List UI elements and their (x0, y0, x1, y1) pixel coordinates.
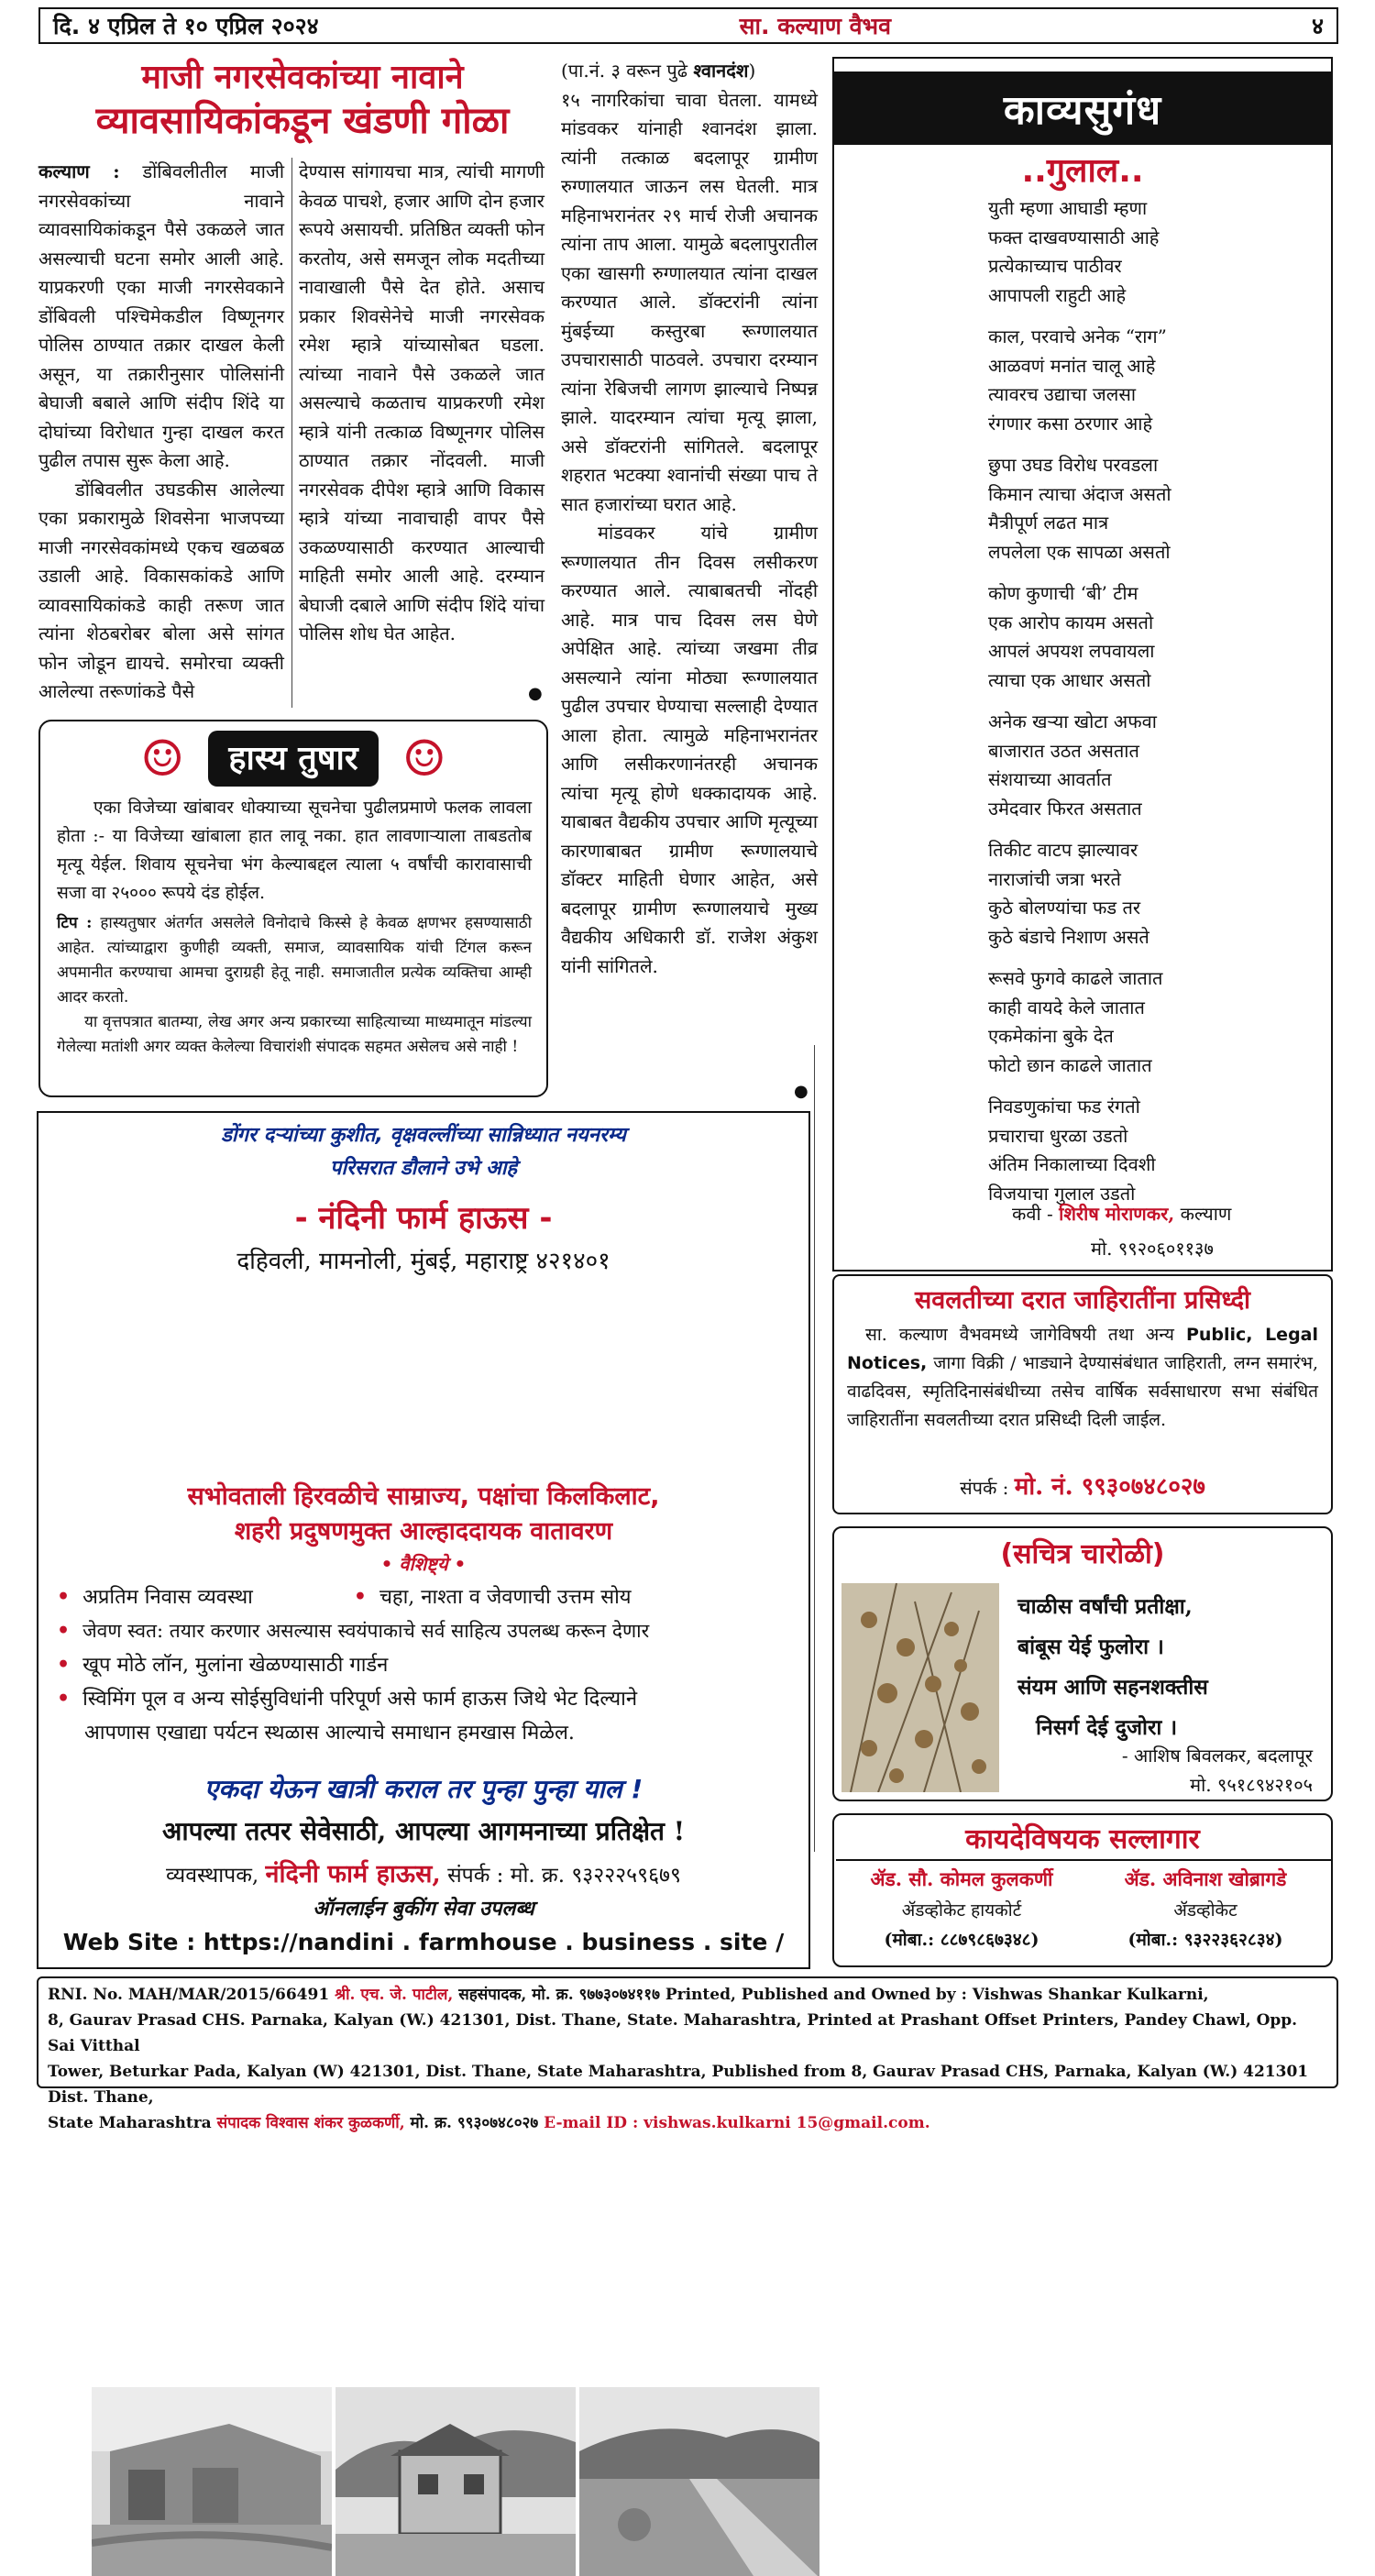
feature-item: • जेवण स्वत: तयार करणार असल्यास स्वयंपाकाचे सर्व साहित्य उपलब्ध करून देणार (57, 1619, 650, 1643)
farmhouse-photo-2 (336, 2387, 576, 2576)
hasya-tushar-box (38, 720, 548, 1097)
smiley-icon: ☺ (402, 729, 447, 787)
legal-advisor-title: कायदेविषयक सल्लागार (965, 1823, 1200, 1855)
dateline: कल्याण : (38, 160, 120, 182)
column-divider (814, 1045, 815, 1852)
imprint-footer (37, 1976, 1338, 2132)
advocate-2: ॲड. अविनाश खोब्रागडे ॲडव्होकेट (मोबा.: ९३२२३६२८३४) (1124, 1867, 1287, 1950)
feature-item: • अप्रतिम निवास व्यवस्था • चहा, नाश्ता व जेवणाची उत्तम सोय (57, 1585, 632, 1609)
kavya-sugandh-band: काव्यसुगंध (832, 72, 1333, 145)
article2-column (561, 57, 818, 1091)
features-heading: • वैशिष्ट्ये • (380, 1553, 467, 1575)
ad-intro-1: डोंगर दऱ्यांच्या कुशीत, वृक्षवल्लींच्या सान्निध्यात नयनरम्य (221, 1124, 626, 1147)
page-header (38, 7, 1338, 44)
imprint-line-1: RNI. No. MAH/MAR/2015/66491 श्री. एच. जे. पाटील, सहसंपादक, मो. क्र. ९७७३०७४११७ Printed, Published and Owned by : Vishwas Shankar Kulkarni, (48, 1986, 1209, 2004)
ad-manager: व्यवस्थापक, नंदिनी फार्म हाऊस, संपर्क : मो. क्र. ९३२२२५९६७९ (166, 1860, 681, 1888)
poem-stanza: छुपा उघड विरोध परवडला किमान त्याचा अंदाज असतो मैत्रीपूर्ण लढत मात्र लपलेला एक सापळा असतो (988, 454, 1172, 563)
article2-end-mark: ● (794, 1082, 808, 1101)
article1-para-3: देण्यास सांगायचा मात्र, त्यांची मागणी केवळ पाचशे, हजार आणि दोन हजार रूपये असायची. प्रतिष्ठित व्यक्ती फोन करतोय, असे समजून लोक मदतीच्या नावाखाली पैसे देत होते. असाच प्रकार शिवसेनेचे माजी नगरसेवक रमेश म्हात्रे यांच्यासोबत घडला. त्यांच्या नावाने पैसे उकळले जात असल्याचे कळताच याप्रकरणी रमेश म्हात्रे यांनी तत्काळ विष्णूनगर पोलिस ठाण्यात तक्रार नोंदवली. माजी नगरसेवक दीपेश म्हात्रे आणि विकास म्हात्रे यांच्या नावाचाही वापर पैसे उकळण्यासाठी करण्यात आल्याची माहिती समोर आली आहे. दरम्यान बेघाजी दबाले आणि संदीप शिंदे यांचा पोलिस शोध घेत आहेत. (299, 160, 544, 644)
poem-stanza: निवडणुकांचा फड रंगतो प्रचाराचा धुरळा उडतो अंतिम निकालाच्या दिवशी विजयाचा गुलाल उडतो (988, 1095, 1156, 1205)
ad-service-line: आपल्या तत्पर सेवेसाठी, आपल्या आगमनाच्या प्रतिक्षेत ! (161, 1816, 686, 1846)
article1-column-1 (38, 158, 284, 717)
article1-column-2 (299, 158, 544, 717)
charoli-poem: चाळीस वर्षांची प्रतीक्षा, बांबूस येई फुलोरा । संयम आणि सहनशक्तीस निसर्ग देई दुजोरा । (1018, 1594, 1208, 1740)
farmhouse-photo-1 (92, 2387, 332, 2576)
ad-tagline-2: शहरी प्रदुषणमुक्त आल्हाददायक वातावरण (234, 1517, 613, 1546)
farmhouse-name: - नंदिनी फार्म हाऊस - (294, 1200, 553, 1237)
poem-stanza: काल, परवाचे अनेक “राग” आळवणं मनांत चालू आहे त्यावरच उद्याचा जलसा रंगणार कसा ठरणार आहे (988, 325, 1167, 435)
issue-date: दि. ४ एप्रिल ते १० एप्रिल २०२४ (53, 13, 319, 39)
headline-line-1: माजी नगरसेवकांच्या नावाने (141, 59, 464, 96)
poem-stanza: युती म्हणा आघाडी म्हणा फक्त दाखवण्यासाठी आहे प्रत्येकाच्याच पाठीवर आपापली राहुटी आहे (988, 197, 1160, 306)
newspaper-name: सा. कल्याण वैभव (739, 13, 891, 39)
poet-mobile: मो. ९९२०६०११३७ (1091, 1238, 1214, 1260)
website-link[interactable]: Web Site : https://nandini . farmhouse . business . site / (62, 1929, 785, 1955)
hasya-title-row (40, 731, 546, 787)
bamboo-flower-photo (842, 1583, 999, 1792)
sachitra-charoli-box (832, 1526, 1333, 1801)
imprint-line-2: 8, Gaurav Prasad CHS. Parnaka, Kalyan (W.) 421301, Dist. Thane, State. Maharashtra, Printed at Prashant Offset Printers, Pandey Chawl, Opp. Sai Vitthal (48, 2011, 1298, 2055)
page-number: ४ (1311, 13, 1324, 39)
charoli-title: (सचित्र चारोळी) (1000, 1538, 1165, 1570)
headline-line-2: व्यावसायिकांकडून खंडणी गोळा (95, 100, 510, 142)
charoli-author: - आशिष बिवलकर, बदलापूर (1121, 1745, 1313, 1767)
feature-item: • खूप मोठे लॉन, मुलांना खेळण्यासाठी गार्डन (57, 1653, 389, 1677)
article1-para-2: डोंबिवलीत उघडकीस आलेल्या एका प्रकारामुळे शिवसेना भाजपच्या माजी नगरसेवकांमध्ये एकच खळबळ उडाली आहे. विकासकांकडे आणि व्यावसायिकांकडे काही तरूण जात त्यांना शेठबरोबर बोला असे सांगत फोन जोडून द्यायचे. समोरचा व्यक्ती आलेल्या तरूणांकडे पैसे (38, 478, 284, 702)
article1-para-1: कल्याण : डोंबिवलीतील माजी नगरसेवकांच्या नावाने व्यावसायिकांकडून पैसे उकळले जात असल्याची घटना समोर आली आहे. याप्रकरणी एका माजी नगरसेवकाने डोंबिवली पश्चिमेकडील विष्णूनगर पोलिस ठाण्यात तक्रार दाखल केली असून, या तक्रारीनुसार पोलिसांनी बेघाजी बबाले आणि संदीप शिंदे या दोघांच्या विरोधात गुन्हा दाखल करत पुढील तपास सुरू केला आहे. (38, 160, 284, 471)
farmhouse-advertisement (37, 1111, 810, 1969)
poem-stanza: तिकीट वाटप झाल्यावर नाराजांची जत्रा भरते कुठे बोलण्यांचा फड तर कुठे बंडाचे निशाण असते (988, 839, 1150, 948)
poem-stanza: कोण कुणाची ‘बी’ टीम एक आरोप कायम असतो आपलं अपयश लपवायला त्याचा एक आधार असतो (988, 582, 1155, 691)
imprint-line-4: State Maharashtra संपादक विश्वास शंकर कुळकर्णी, मो. क्र. ९९३०७४८०२७ E-mail ID : vishwas.kulkarni 15@gmail.com. (48, 2114, 930, 2132)
poem-body (988, 194, 1172, 1221)
discount-ads-text: सा. कल्याण वैभवमध्ये जागेविषयी तथा अन्य Public, Legal Notices, जागा विक्री / भाड्याने देण्यासंबंधात जाहिराती, लग्न समारंभ, वाढदिवस, स्मृतिदिनासंबंधीच्या तसेच वार्षिक सर्वसाधारण सभा संबंधित जाहिरातींना सवलतीच्या दरात प्रसिध्दी दिली जाईल. (847, 1325, 1318, 1430)
smiley-icon: ☺ (139, 729, 185, 787)
discount-ads-title: सवलतीच्या दरात जाहिरातींना प्रसिध्दी (914, 1286, 1251, 1315)
ad-intro-2: परिसरात डौलाने उभे आहे (329, 1157, 518, 1180)
legal-advisor-box (832, 1813, 1333, 1967)
advocate-1: ॲड. सौ. कोमल कुलकर्णी ॲडव्होकेट हायकोर्ट (मोबा.: ८८७९८६७३४८) (870, 1867, 1053, 1950)
features-list (57, 1580, 799, 1750)
article2-para-2: मांडवकर यांचे ग्रामीण रूग्णालयात तीन दिवस लसीकरण करण्यात आले. त्याबाबतची नोंदही आहे. मात्र पाच दिवस लस घेणे अपेक्षित आहे. त्यांच्या जखमा तीव्र असल्याने त्यांना मोठ्या रूग्णालयात पुढील उपचार घेण्याचा सल्लाही देण्यात आला होता. त्यामुळे महिनाभरानंतर आणि लसीकरणानंतरही अचानक त्यांचा मृत्यू होणे धक्कादायक आहे. याबाबत वैद्यकीय उपचार आणि मृत्यूच्या कारणाबाबत ग्रामीण रूग्णालयाचे डॉक्टर माहिती घेणार आहेत, असे बदलापूर ग्रामीण रूग्णालयाचे मुख्य वैद्यकीय अधिकारी डॉ. राजेश अंकुश यांनी सांगितले. (561, 522, 819, 977)
hasya-title: हास्य तुषार (208, 731, 378, 787)
hasya-disclaimer: या वृत्तपत्रात बातम्या, लेख अगर अन्य प्रकारच्या साहित्याच्या माध्यमातून मांडल्या गेलेल्या मतांशी अगर व्यक्त केलेल्या विचारांशी संपादक सहमत असेलच असे नाही ! (57, 1013, 532, 1056)
farmhouse-address: दहिवली, मामनोली, मुंबई, महाराष्ट्र ४२१४०१ (236, 1248, 610, 1275)
online-booking: ऑनलाईन बुकींग सेवा उपलब्ध (313, 1897, 534, 1921)
ad-tagline-1: सभोवताली हिरवळीचे साम्राज्य, पक्षांचा किलकिलाट, (187, 1482, 660, 1511)
feature-item: आपणास एखाद्या पर्यटन स्थळास आल्याचे समाधान हमखास मिळेल. (84, 1722, 575, 1745)
poem-stanza: रूसवे फुगवे काढले जातात काही वायदे केले जातात एकमेकांना बुके देत फोटो छान काढले जातात (988, 967, 1163, 1076)
discount-ads-box (832, 1274, 1333, 1514)
article2-continuation: (पा.नं. ३ वरून पुढे श्वानदंश) (561, 60, 756, 82)
farmhouse-photo-3 (579, 2387, 820, 2576)
charoli-mobile: मो. ९५१८९४२१०५ (1190, 1774, 1313, 1796)
article2-para-1: १५ नागरिकांचा चावा घेतला. यामध्ये मांडवकर यांनाही श्वानदंश झाला. त्यांनी तत्काळ बदलापूर ग्रामीण रुग्णालयात जाऊन लस घेतली. मात्र महिनाभरानंतर २९ मार्च रोजी अचानक त्यांना ताप आला. यामुळे बदलापुरातील एका खासगी रुग्णालयात त्यांना दाखल करण्यात आले. डॉक्टरांनी त्यांना मुंबईच्या कस्तुरबा रूग्णालयात उपचारासाठी पाठवले. उपचारा दरम्यान त्यांना रेबिजची लागण झाल्याचे निष्पन्न झाले. यादरम्यान त्यांचा मृत्यू झाला, असे डॉक्टरांनी सांगितले. बदलापूर शहरात भटक्या श्वानांची संख्या पाच ते सात हजारांच्या घरात आहे. (561, 88, 818, 515)
imprint-line-3: Tower, Beturkar Pada, Kalyan (W) 421301, Dist. Thane, State Maharashtra, Published from 8, Gaurav Prasad CHS, Parnaka, Kalyan (W.) 421301 Dist. Thane, (48, 2063, 1309, 2107)
hasya-joke: एका विजेच्या खांबावर धोक्याच्या सूचनेचा पुढीलप्रमाणे फलक लावला होता :- या विजेच्या खांबाला हात लावू नका. हात लावणाऱ्याला ताबडतोब मृत्यू येईल. शिवाय सूचनेचा भंग केल्याबद्दल त्याला ५ वर्षांची कारावासाची सजा वा २५००० रूपये दंड होईल. (57, 798, 532, 903)
ad-slogan: एकदा येऊन खात्री कराल तर पुन्हा पुन्हा याल ! (204, 1774, 644, 1804)
feature-item: • स्विमिंग पूल व अन्य सोईसुविधांनी परिपूर्ण असे फार्म हाऊस जिथे भेट दिल्याने (57, 1687, 638, 1711)
poem-stanza: अनेक खऱ्या खोटा अफवा बाजारात उठत असतात संशयाच्या आवर्तात उमेदवार फिरत असतात (988, 710, 1157, 820)
article1-end-mark: ● (528, 684, 543, 703)
article-headline (55, 57, 550, 144)
hasya-note: टिप : हास्यतुषार अंतर्गत असलेले विनोदाचे किस्से हे केवळ क्षणभर हसण्यासाठी आहेत. त्यांच्याद्वारा कुणीही व्यक्ती, समाज, व्यावसायिक यांची टिंगल करून अपमानीत करण्याचा आमचा दुराग्रही हेतू नाही. समाजातील प्रत्येक व्यक्तिचा आम्ही आदर करतो. (57, 914, 532, 1007)
discount-ads-contact: संपर्क : मो. नं. ९९३०७४८०२७ (960, 1473, 1205, 1501)
poem-title: ..गुलाल.. (1021, 152, 1144, 190)
poet-credit: कवी - शिरीष मोराणकर, कल्याण (1012, 1203, 1232, 1225)
